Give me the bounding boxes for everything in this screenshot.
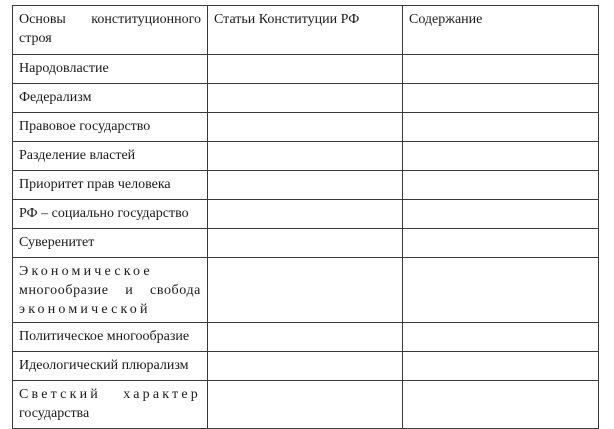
articles-cell[interactable] [208,142,403,171]
principle-cell: Федерализм [13,84,208,113]
principle-cell: Правовое государство [13,113,208,142]
articles-cell[interactable] [208,55,403,84]
content-cell[interactable] [403,113,599,142]
content-cell[interactable] [403,352,599,381]
table-row [13,352,599,381]
content-cell[interactable] [403,229,599,258]
principle-line: Светский характер [19,387,201,402]
table-header-row [13,6,599,55]
principle-line: многообразие и свобода [19,283,201,298]
principle-cell: РФ – социально государство [13,200,208,229]
table-row [13,258,599,323]
table-row [13,171,599,200]
articles-cell[interactable] [208,113,403,142]
articles-cell[interactable] [208,229,403,258]
table-row [13,55,599,84]
header-content: Содержание [403,6,599,55]
table-row [13,113,599,142]
articles-cell[interactable] [208,84,403,113]
table-row [13,381,599,429]
content-cell[interactable] [403,142,599,171]
content-cell[interactable] [403,171,599,200]
articles-cell[interactable] [208,381,403,429]
principle-line: Экономическое [19,264,153,279]
articles-cell[interactable] [208,258,403,323]
content-cell[interactable] [403,381,599,429]
principle-cell: Суверенитет [13,229,208,258]
principle-cell [13,258,208,323]
header-principles: Основы конституционного строя [13,6,208,55]
principle-cell: Разделение властей [13,142,208,171]
table-row [13,200,599,229]
principle-cell: Приоритет прав человека [13,171,208,200]
constitution-principles-table [12,5,599,429]
content-cell[interactable] [403,323,599,352]
principle-cell [13,381,208,429]
table-row [13,142,599,171]
principle-cell: Народовластие [13,55,208,84]
principle-cell: Идеологический плюрализм [13,352,208,381]
principle-cell: Политическое многообразие [13,323,208,352]
content-cell[interactable] [403,200,599,229]
principle-line: экономической [19,302,151,317]
articles-cell[interactable] [208,352,403,381]
header-articles: Статьи Конституции РФ [208,6,403,55]
table-row [13,84,599,113]
articles-cell[interactable] [208,323,403,352]
table-row [13,323,599,352]
articles-cell[interactable] [208,200,403,229]
articles-cell[interactable] [208,171,403,200]
table-row [13,229,599,258]
principle-line: государства [19,406,90,421]
content-cell[interactable] [403,84,599,113]
content-cell[interactable] [403,258,599,323]
content-cell[interactable] [403,55,599,84]
